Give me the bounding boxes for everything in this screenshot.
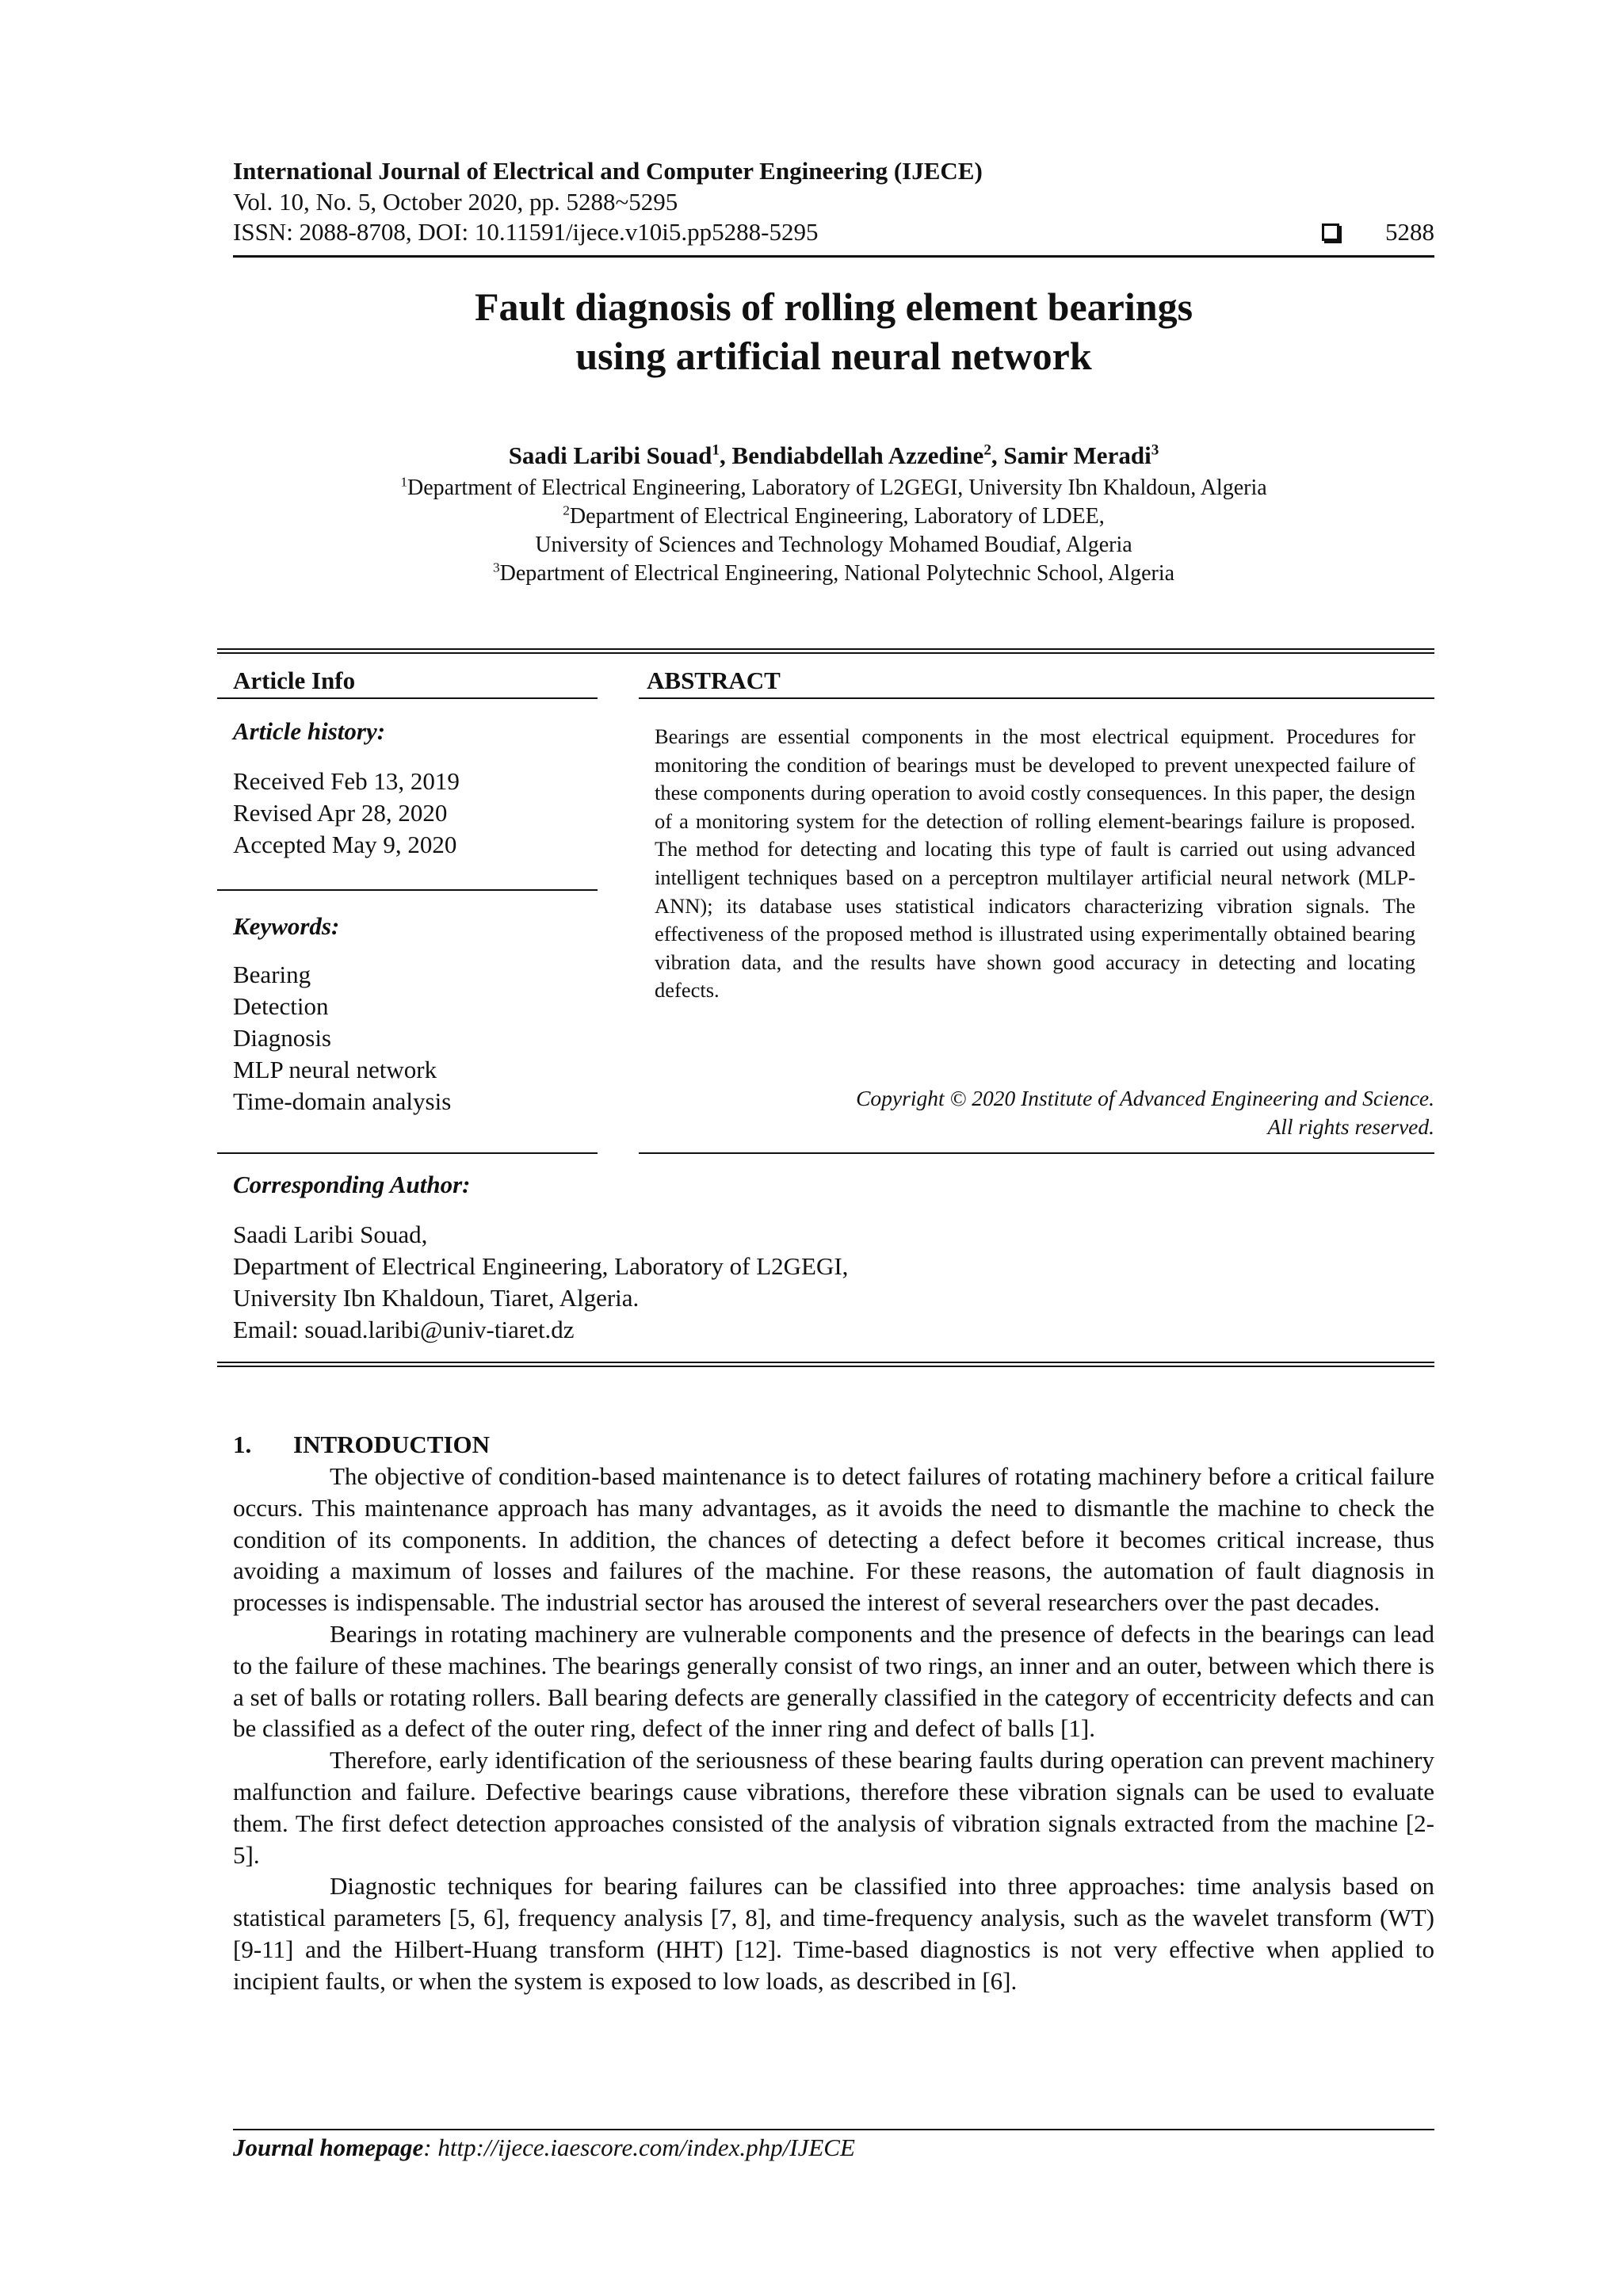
- corresponding-author-name: Saadi Laribi Souad,: [233, 1221, 428, 1248]
- corresponding-author-email: Email: souad.laribi@univ-tiaret.dz: [233, 1316, 575, 1343]
- author-2: Bendiabdellah Azzedine: [731, 441, 984, 469]
- affiliations: [233, 474, 1434, 588]
- copyright-line-1: Copyright © 2020 Institute of Advanced Engineering and Science.: [856, 1086, 1434, 1110]
- keyword-item: Detection: [233, 992, 329, 1020]
- keyword-item: Bearing: [233, 961, 311, 988]
- page-number: 5288: [1385, 218, 1434, 246]
- author-list: [233, 440, 1434, 472]
- keyword-item: Time-domain analysis: [233, 1087, 452, 1115]
- article-info-heading: Article Info: [233, 667, 356, 694]
- history-revised: Revised Apr 28, 2020: [233, 799, 448, 827]
- introduction-heading: [233, 1429, 490, 1461]
- affiliation-2-text: Department of Electrical Engineering, Laboratory of LDEE,: [569, 504, 1105, 529]
- keywords-heading: Keywords:: [233, 912, 340, 940]
- intro-paragraph-2: Bearings in rotating machinery are vulnerable components and the presence of defects in the bearings can lead to the failure of these machines. The bearings generally consist of two rings, an inner and an outer, between which there is a set of balls or rotating rollers. Ball bearing defects are generally classified in the category of eccentricity defects and can be classified as a defect of the outer ring, defect of the inner ring and defect of balls [1].: [233, 1619, 1434, 1743]
- copyright-notice: [856, 1084, 1434, 1141]
- homepage-label: Journal homepage: [233, 2134, 424, 2161]
- title-line-1: Fault diagnosis of rolling element bearings: [474, 285, 1193, 329]
- affiliation-1-text: Department of Electrical Engineering, Laboratory of L2GEGI, University Ibn Khaldoun, Algeria: [407, 476, 1267, 500]
- intro-paragraph-4: Diagnostic techniques for bearing failures can be classified into three approaches: time analysis based on statistical parameters [5, 6], frequency analysis [7, 8], and time-frequency analysis, such as the wavelet transform (WT) [9-11] and the Hilbert-Huang transform (HHT) [12]. Time-based diagnostics is not very effective when applied to incipient faults, or when the system is exposed to low loads, as described in [6].: [233, 1872, 1434, 1995]
- journal-name: International Journal of Electrical and Computer Engineering (IJECE): [233, 157, 983, 185]
- corresponding-author-heading: Corresponding Author:: [233, 1171, 471, 1198]
- header-rule: [233, 255, 1434, 258]
- keyword-item: MLP neural network: [233, 1056, 437, 1083]
- affiliation-3-mark: 3: [492, 560, 500, 575]
- square-bullet-icon: [1322, 223, 1339, 241]
- homepage-link[interactable]: http://ijece.iaescore.com/index.php/IJECE: [437, 2134, 855, 2161]
- corresponding-author-univ: University Ibn Khaldoun, Tiaret, Algeria.: [233, 1284, 640, 1312]
- author-1-affil-mark: 1: [712, 441, 720, 459]
- article-history-list: [233, 766, 460, 861]
- corresponding-author-dept: Department of Electrical Engineering, Laboratory of L2GEGI,: [233, 1252, 849, 1280]
- affiliation-2-continued: University of Sciences and Technology Mohamed Boudiaf, Algeria: [535, 533, 1132, 557]
- journal-volume: Vol. 10, No. 5, October 2020, pp. 5288~5295: [233, 188, 678, 216]
- journal-homepage-footer: [233, 2132, 855, 2164]
- history-received: Received Feb 13, 2019: [233, 767, 460, 795]
- introduction-body: [233, 1461, 1434, 1997]
- intro-paragraph-1: The objective of condition-based maintenance is to detect failures of rotating machinery before a critical failure occurs. This maintenance approach has many advantages, as it avoids the need to dismantle the machine to check the condition of its components. In addition, the chances of detecting a defect before it becomes critical increase, thus avoiding a maximum of losses and failures of the machine. For these reasons, the automation of fault diagnosis in processes is indispensable. The industrial sector has aroused the interest of several researchers over the past decades.: [233, 1462, 1434, 1617]
- history-keywords-divider: [217, 889, 598, 891]
- section-title: INTRODUCTION: [293, 1431, 491, 1458]
- keyword-item: Diagnosis: [233, 1024, 331, 1052]
- abstract-bottom-rule: [639, 1152, 1434, 1154]
- author-3: Samir Meradi: [1003, 441, 1151, 469]
- footer-rule: [233, 2129, 1434, 2130]
- journal-issn: ISSN: 2088-8708, DOI: 10.11591/ijece.v10i5.pp5288-5295: [233, 218, 819, 246]
- intro-paragraph-3: Therefore, early identification of the seriousness of these bearing faults during operation can prevent machinery malfunction and failure. Defective bearings cause vibrations, therefore these vibration signals can be used to evaluate them. The first defect detection approaches consisted of the analysis of vibration signals extracted from the machine [2-5].: [233, 1746, 1434, 1869]
- section-number: 1.: [233, 1431, 252, 1458]
- corresponding-author-details: [233, 1219, 848, 1346]
- abstract-rule: [639, 697, 1434, 699]
- affiliation-2: [233, 502, 1434, 531]
- keywords-bottom-rule: [217, 1152, 598, 1154]
- affiliation-3-text: Department of Electrical Engineering, National Polytechnic School, Algeria: [499, 561, 1175, 586]
- article-history-heading: Article history:: [233, 717, 386, 745]
- journal-header: [233, 155, 1434, 247]
- info-block-bottom-rule: [217, 1362, 1434, 1366]
- author-2-affil-mark: 2: [983, 441, 991, 459]
- author-separator: ,: [991, 441, 1004, 469]
- author-separator: ,: [720, 441, 732, 469]
- affiliation-1: [233, 474, 1434, 502]
- journal-issn-row: [233, 217, 1434, 247]
- abstract-text: Bearings are essential components in the most electrical equipment. Procedures for monitoring the condition of bearings must be developed to prevent unexpected failure of these components during operation to avoid costly consequences. In this paper, the design of a monitoring system for the detection of rolling element-bearings failure is proposed. The method for detecting and locating this type of fault is carried out using advanced intelligent techniques based on a perceptron multilayer artificial neural network (MLP-ANN); its database uses statistical indicators characterizing vibration signals. The effectiveness of the proposed method is illustrated using experimentally obtained bearing vibration data, and the results have shown good accuracy in detecting and locating defects.: [655, 724, 1415, 1003]
- history-accepted: Accepted May 9, 2020: [233, 831, 457, 858]
- copyright-line-2: All rights reserved.: [1267, 1114, 1434, 1139]
- paper-title: [233, 282, 1434, 380]
- abstract-heading: ABSTRACT: [647, 667, 781, 694]
- title-line-2: using artificial neural network: [575, 334, 1092, 378]
- keywords-list: [233, 959, 451, 1117]
- info-block-top-rule: [217, 648, 1434, 653]
- page-number-group: [1322, 217, 1434, 247]
- affiliation-1-mark: 1: [400, 474, 408, 490]
- article-info-rule: [217, 697, 598, 699]
- affiliation-2-mark: 2: [563, 502, 570, 518]
- affiliation-3: [233, 560, 1434, 588]
- author-3-affil-mark: 3: [1151, 441, 1159, 459]
- author-1: Saadi Laribi Souad: [508, 441, 712, 469]
- homepage-colon: :: [423, 2134, 438, 2161]
